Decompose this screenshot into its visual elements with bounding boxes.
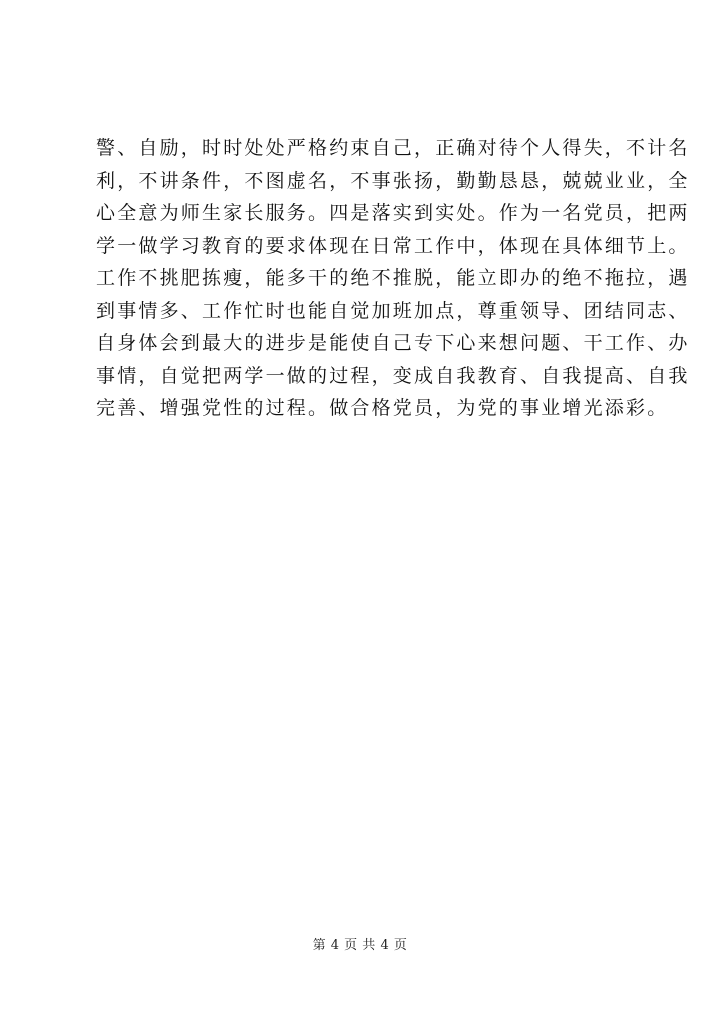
text-line: 事情，自觉把两学一做的过程，变成自我教育、自我提高、自我 [96,364,690,387]
text-line: 心全意为师生家长服务。四是落实到实处。作为一名党员，把两 [96,202,690,224]
text-line: 完善、增强党性的过程。做合格党员，为党的事业增光添彩。 [96,397,669,419]
text-line: 利，不讲条件，不图虚名，不事张扬，勤勤恳恳，兢兢业业，全 [96,169,690,192]
page-footer: 第 4 页 共 4 页 [312,938,408,953]
text-line: 警、自励，时时处处严格约束自己，正确对待个人得失，不计名 [96,137,690,159]
text-line: 学一做学习教育的要求体现在日常工作中，体现在具体细节上。 [96,234,690,257]
text-line: 自身体会到最大的进步是能使自己专下心来想问题、干工作、办 [96,332,690,354]
body-text [96,132,690,425]
text-line: 工作不挑肥拣瘦，能多干的绝不推脱，能立即办的绝不拖拉，遇 [96,267,690,289]
text-line: 到事情多、工作忙时也能自觉加班加点，尊重领导、团结同志、 [96,299,690,322]
